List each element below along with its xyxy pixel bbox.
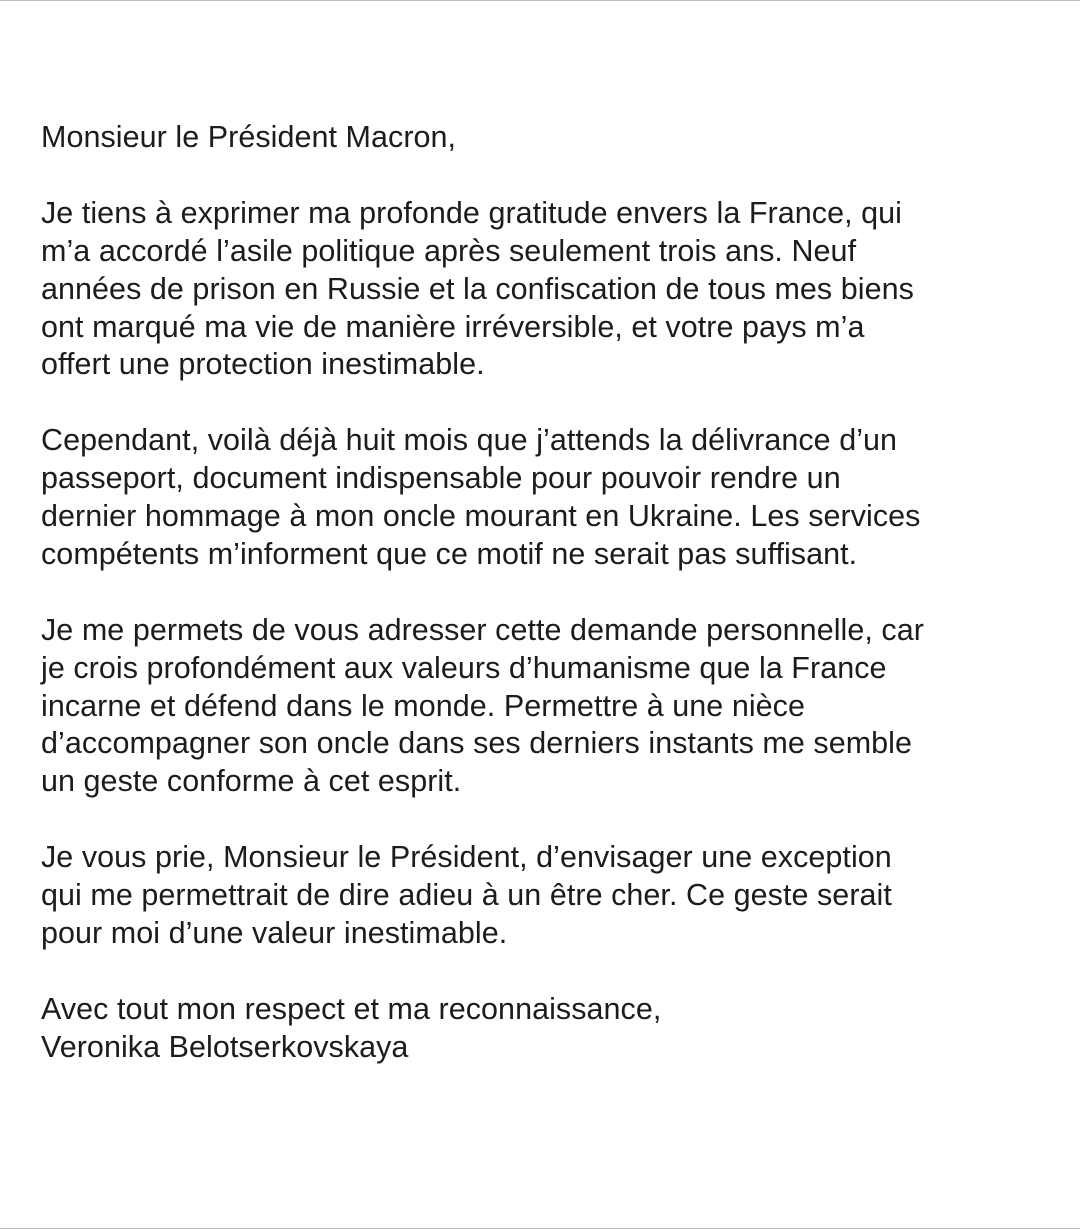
paragraph-gap — [41, 574, 1051, 612]
paragraph-line: années de prison en Russie et la confiscation de tous mes biens — [41, 271, 914, 306]
paragraph-gap — [41, 953, 1051, 991]
paragraph-1 — [41, 195, 1051, 385]
paragraph-line: un geste conforme à cet esprit. — [41, 764, 462, 799]
paragraph-line: dernier hommage à mon oncle mourant en Ukraine. Les services — [41, 499, 921, 534]
paragraph-gap — [41, 384, 1051, 422]
paragraph-line: offert une protection inestimable. — [41, 347, 485, 382]
paragraph-line: compétents m’informent que ce motif ne serait pas suffisant. — [41, 536, 858, 571]
paragraph-line: qui me permettrait de dire adieu à un être cher. Ce geste serait — [41, 878, 892, 913]
paragraph-line: d’accompagner son oncle dans ses derniers instants me semble — [41, 726, 913, 761]
paragraph-4 — [41, 839, 1051, 953]
paragraph-line: ont marqué ma vie de manière irréversible, et votre pays m’a — [41, 309, 865, 344]
paragraph-line: Je vous prie, Monsieur le Président, d’envisager une exception — [41, 840, 892, 875]
closing: Avec tout mon respect et ma reconnaissance, — [41, 991, 662, 1026]
paragraph-gap — [41, 157, 1051, 195]
paragraph-line: m’a accordé l’asile politique après seulement trois ans. Neuf — [41, 233, 857, 268]
paragraph-gap — [41, 801, 1051, 839]
paragraph-line: passeport, document indispensable pour pouvoir rendre un — [41, 461, 841, 496]
paragraph-line: Je tiens à exprimer ma profonde gratitude envers la France, qui — [41, 195, 902, 230]
salutation: Monsieur le Président Macron, — [41, 120, 457, 154]
paragraph-line: pour moi d’une valeur inestimable. — [41, 915, 508, 950]
paragraph-2 — [41, 422, 1051, 574]
letter-body — [41, 119, 1051, 1067]
signature: Veronika Belotserkovskaya — [41, 1029, 409, 1064]
paragraph-line: je crois profondément aux valeurs d’humanisme que la France — [41, 650, 887, 685]
paragraph-line: Cependant, voilà déjà huit mois que j’attends la délivrance d’un — [41, 423, 898, 458]
paragraph-line: incarne et défend dans le monde. Permettre à une nièce — [41, 688, 805, 723]
paragraph-3 — [41, 612, 1051, 802]
paragraph-line: Je me permets de vous adresser cette demande personnelle, car — [41, 612, 924, 647]
